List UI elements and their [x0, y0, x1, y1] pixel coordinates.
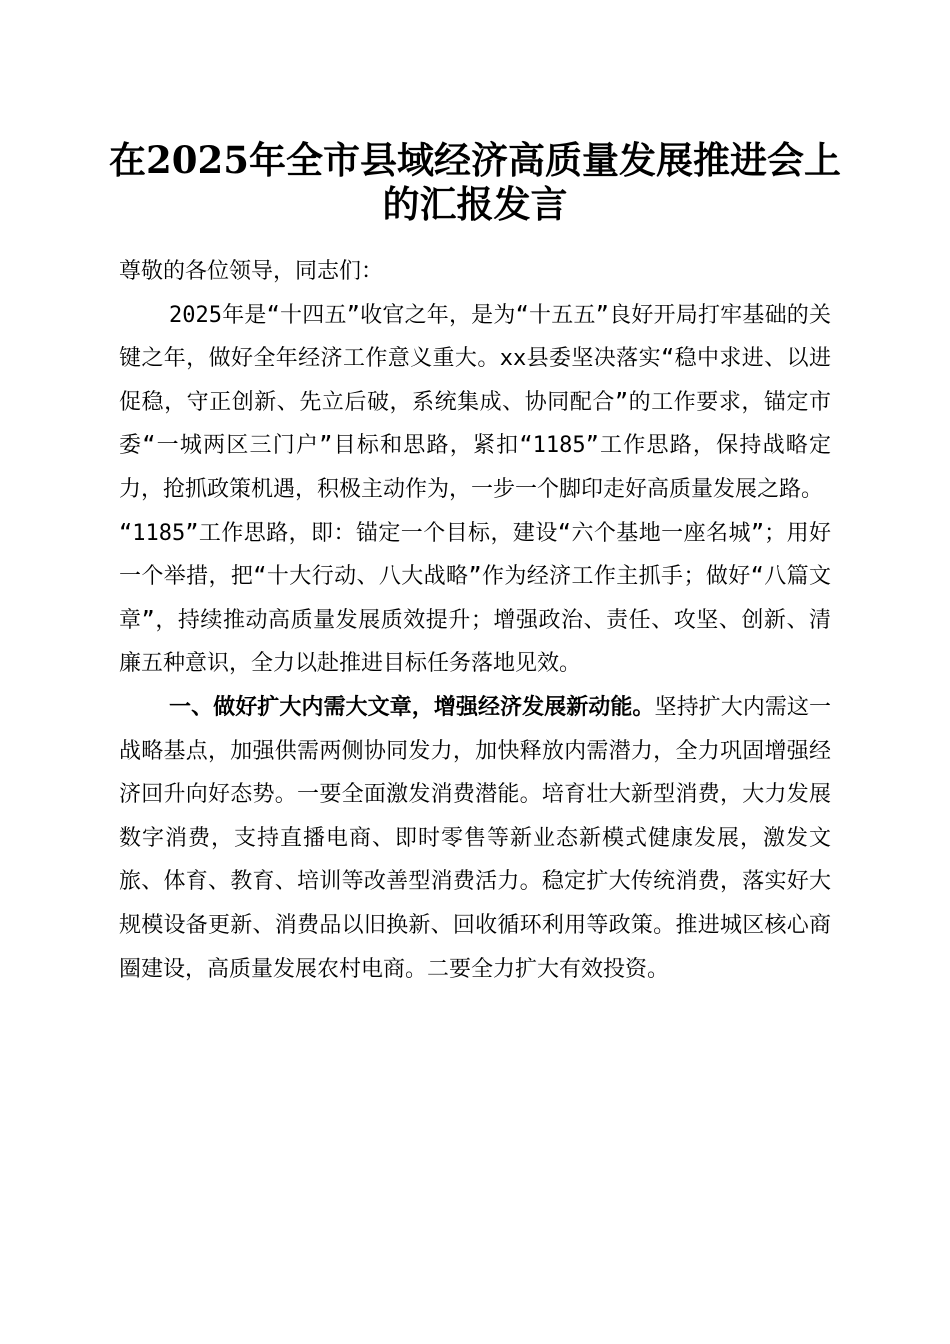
paragraph-section-1: [119, 686, 831, 991]
paragraph-work-approach: “1185”工作思路，即：锚定一个目标，建设“六个基地一座名城”；用好一个举措，把“十大行动、八大战略”作为经济工作主抓手；做好“八篇文章”，持续推动高质量发展质效提升；增强政治、责任、攻坚、创新、清廉五种意识，全力以赴推进目标任务落地见效。: [119, 520, 831, 677]
section-1-body: 坚持扩大内需这一战略基点，加强供需两侧协同发力，加快释放内需潜力，全力巩固增强经济回升向好态势。一要全面激发消费潜能。培育壮大新型消费，大力发展数字消费，支持直播电商、即时零售等新业态新模式健康发展，激发文旅、体育、教育、培训等改善型消费活力。稳定扩大传统消费，落实好大规模设备更新、消费品以旧换新、回收循环利用等政策。推进城区核心商圈建设，高质量发展农村电商。二要全力扩大有效投资。: [119, 694, 831, 982]
document-title: 在2025年全市县域经济高质量发展推进会上的汇报发言: [109, 138, 841, 226]
salutation: 尊敬的各位领导，同志们：: [119, 259, 384, 284]
paragraph-intro: 2025年是“十四五”收官之年，是为“十五五”良好开局打牢基础的关键之年，做好全年经济工作意义重大。xx县委坚决落实“稳中求进、以进促稳，守正创新、先立后破，系统集成、协同配合”的工作要求，锚定市委“一城两区三门户”目标和思路，紧扣“1185”工作思路，保持战略定力，抢抓政策机遇，积极主动作为，一步一个脚印走好高质量发展之路。: [119, 302, 831, 502]
section-1-heading: 一、做好扩大内需大文章，增强经济发展新动能。: [169, 694, 655, 720]
document-body: [119, 250, 831, 991]
